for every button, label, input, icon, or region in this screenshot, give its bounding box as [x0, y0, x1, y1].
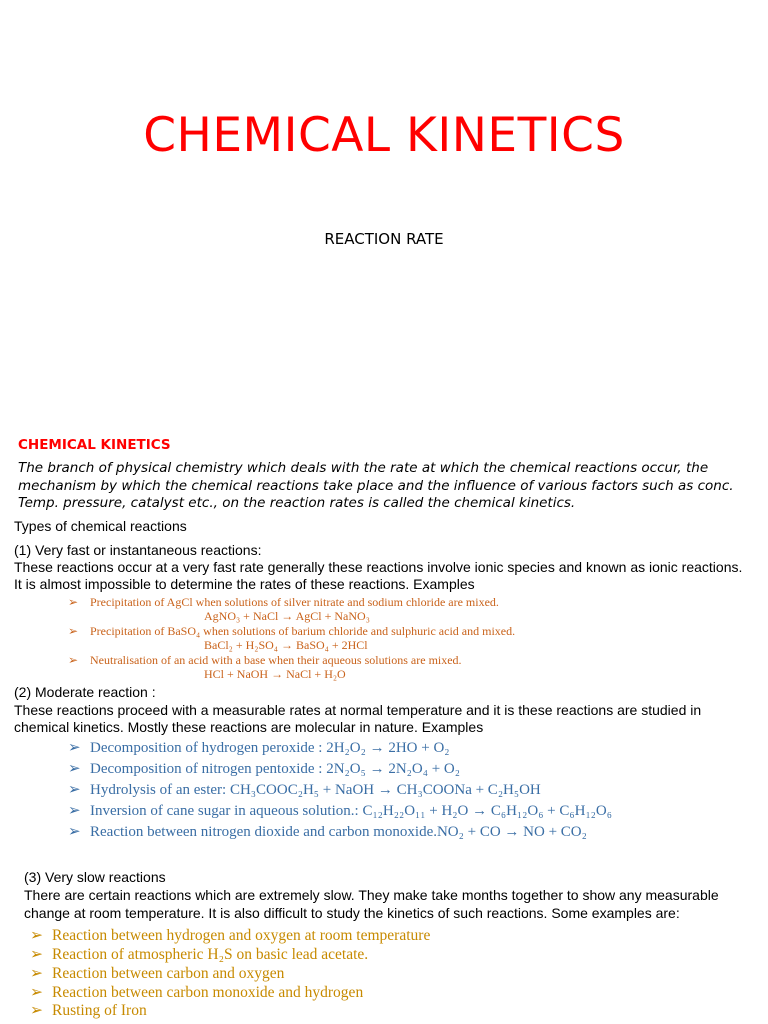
bullet-arrow-icon: ➢ — [68, 824, 81, 840]
moderate-example-5: ➢ Reaction between nitrogen dioxide and carbon monoxide.NO₂ + CO → NO + CO₂ — [68, 822, 587, 843]
fast-equation-3: HCl + NaOH → NaCl + H₂O — [204, 667, 346, 681]
slow-example-3: ➢ Reaction between carbon and oxygen — [30, 965, 285, 982]
slow-example-2: ➢ Reaction of atmospheric H₂S on basic lead acetate. — [30, 946, 369, 963]
fast-equation-1: AgNO₃ + NaCl → AgCl + NaNO₃ — [204, 609, 370, 623]
bullet-arrow-icon: ➢ — [68, 782, 81, 798]
bullet-arrow-icon: ➢ — [68, 595, 79, 609]
slow-heading: (3) Very slow reactions — [24, 869, 166, 885]
fast-heading: (1) Very fast or instantaneous reactions: — [14, 542, 262, 558]
slow-example-5: ➢ Rusting of Iron — [30, 1002, 147, 1019]
fast-example-2: ➢ Precipitation of BaSO₄ when solutions of barium chloride and sulphuric acid and mixed. — [68, 624, 516, 638]
bullet-arrow-icon: ➢ — [30, 965, 43, 982]
fast-example-1: ➢ Precipitation of AgCl when solutions of silver nitrate and sodium chloride are mixed. — [68, 595, 499, 609]
fast-text-1: These reactions occur at a very fast rate generally these reactions involve ionic species and known as ionic reactions. — [14, 559, 743, 575]
moderate-heading: (2) Moderate reaction : — [14, 684, 156, 700]
bullet-arrow-icon: ➢ — [30, 984, 43, 1001]
bullet-arrow-icon: ➢ — [30, 946, 43, 963]
bullet-arrow-icon: ➢ — [68, 803, 81, 819]
moderate-text-2: chemical kinetics. Mostly these reactions are molecular in nature. Examples — [14, 719, 484, 735]
moderate-example-1: ➢ Decomposition of hydrogen peroxide : 2H₂O₂ → 2HO + O₂ — [68, 738, 450, 759]
moderate-example-2: ➢ Decomposition of nitrogen pentoxide : 2N₂O₅ → 2N₂O₄ + O₂ — [68, 759, 460, 780]
moderate-example-4: ➢ Inversion of cane sugar in aqueous solution.: C₁₂H₂₂O₁₁ + H₂O → C₆H₁₂O₆ + C₆H₁₂O₆ — [68, 801, 612, 822]
slow-example-4: ➢ Reaction between carbon monoxide and hydrogen — [30, 984, 364, 1001]
slow-text-2: change at room temperature. It is also difficult to study the kinetics of such reactions. Some examples are: — [24, 905, 680, 921]
fast-equation-2: BaCl₂ + H₂SO₄ → BaSO₄ + 2HCl — [204, 638, 368, 652]
types-heading: Types of chemical reactions — [14, 518, 187, 534]
slow-text-1: There are certain reactions which are extremely slow. They make take months together to show any measurable — [24, 887, 719, 903]
bullet-arrow-icon: ➢ — [68, 761, 81, 777]
bullet-arrow-icon: ➢ — [30, 1002, 43, 1019]
moderate-example-3: ➢ Hydrolysis of an ester: CH₃COOC₂H₅ + NaOH → CH₃COONa + C₂H₅OH — [68, 780, 541, 801]
fast-text-2: It is almost impossible to determine the rates of these reactions. Examples — [14, 576, 475, 592]
fast-example-3: ➢ Neutralisation of an acid with a base when their aqueous solutions are mixed. — [68, 653, 462, 667]
slow-example-1: ➢ Reaction between hydrogen and oxygen at room temperature — [30, 927, 431, 944]
bullet-arrow-icon: ➢ — [68, 740, 81, 756]
page-title: CHEMICAL KINETICS — [143, 108, 625, 163]
bullet-arrow-icon: ➢ — [68, 653, 79, 667]
page-subtitle: REACTION RATE — [324, 230, 444, 248]
section-heading: CHEMICAL KINETICS — [18, 437, 171, 453]
bullet-arrow-icon: ➢ — [68, 624, 79, 638]
definition-paragraph: The branch of physical chemistry which deals with the rate at which the chemical reactions occur, the mechanism by which the chemical reactions take place and the influence of various factors such as conc. Temp. pressure, catalyst etc., on the reaction rates is called the chemical kinetics. — [18, 460, 734, 511]
moderate-text-1: These reactions proceed with a measurable rates at normal temperature and it is these reactions are studied in — [14, 702, 702, 718]
bullet-arrow-icon: ➢ — [30, 927, 43, 944]
